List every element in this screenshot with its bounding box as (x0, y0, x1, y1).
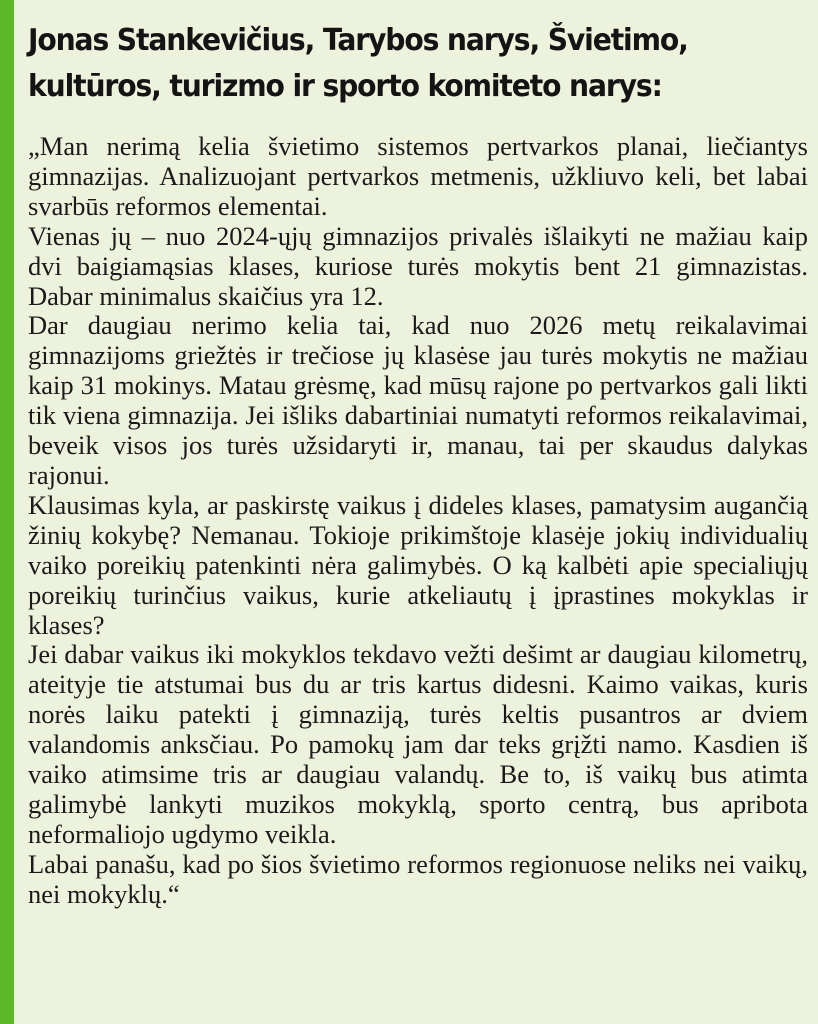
paragraph-5: Jei dabar vaikus iki mokyklos tekdavo vežti dešimt ar daugiau kilometrų, ateityje tie atstumai bus du ar tris kartus didesni. Kaimo vaikas, kuris norės laiku patekti į gimnaziją, turės keltis pusantros ar dviem valandomis anksčiau. Po pamokų jam dar teks grįžti namo. Kasdien iš vaiko atimsime tris ar daugiau valandų. Be to, iš vaikų bus atimta galimybė lankyti muzikos mokyklą, sporto centrą, bus apribota neformaliojo ugdymo veikla. (28, 639, 808, 849)
accent-bar (0, 0, 14, 1024)
quote-article (28, 18, 808, 910)
headline (28, 18, 808, 110)
paragraph-1: „Man nerimą kelia švietimo sistemos pertvarkos planai, liečiantys gimnazijas. Analizuojant pertvarkos metmenis, užkliuvo keli, bet labai svarbūs reformos elementai. (28, 131, 808, 221)
quote-body (28, 132, 808, 910)
paragraph-6: Labai panašu, kad po šios švietimo reformos regionuose neliks nei vaikų, nei mokyklų.“ (28, 848, 808, 909)
paragraph-4: Klausimas kyla, ar paskirstę vaikus į dideles klases, pamatysim augančią žinių kokybę? Nemanau. Tokioje prikimštoje klasėje jokių individualių vaiko poreikių patenkinti nėra galimybės. O ką kalbėti apie specialiųjų poreikių turinčius vaikus, kurie atkeliautų į įprastines mokyklas ir klases? (28, 489, 808, 640)
headline-line-2: kultūros, turizmo ir sporto komiteto narys: (28, 69, 662, 104)
paragraph-3: Dar daugiau nerimo kelia tai, kad nuo 2026 metų reikalavimai gimnazijoms griežtės ir trečiose jų klasėse jau turės mokytis ne mažiau kaip 31 mokinys. Matau grėsmę, kad mūsų rajone po pertvarkos gali likti tik viena gimnazija. Jei išliks dabartiniai numatyti reformos reikalavimai, beveik visos jos turės užsidaryti ir, manau, tai per skaudus dalykas rajonui. (28, 310, 808, 490)
headline-line-1: Jonas Stankevičius, Tarybos narys, Švietimo, (28, 23, 688, 58)
paragraph-2: Vienas jų – nuo 2024-ųjų gimnazijos privalės išlaikyti ne mažiau kaip dvi baigiamąsias klases, kuriose turės mokytis bent 21 gimnazistas. Dabar minimalus skaičius yra 12. (28, 220, 808, 311)
